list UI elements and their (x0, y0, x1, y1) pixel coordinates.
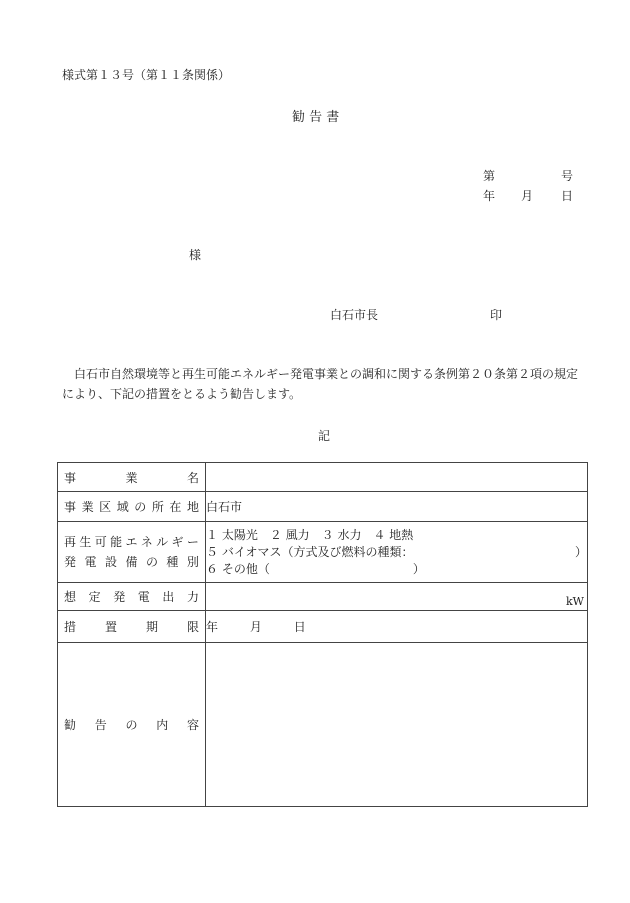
label-location: 事 業 区 域 の 所 在 地 (58, 492, 206, 522)
label-content: 勧 告 の 内 容 (58, 643, 206, 807)
row-content (58, 643, 588, 807)
value-business-name[interactable] (206, 463, 588, 492)
value-energy-type[interactable] (206, 522, 588, 583)
row-energy-type (58, 522, 588, 583)
deadline-year: 年 (206, 620, 219, 634)
row-deadline (58, 611, 588, 643)
energy-option-line-2: ５ バイオマス（方式及び燃料の種類： ） (206, 544, 587, 559)
label-business-name: 事 業 名 (58, 463, 206, 492)
energy-option-line-3: ６ その他（ ） (206, 561, 425, 576)
value-output[interactable] (206, 583, 588, 611)
body-text: 白石市自然環境等と再生可能エネルギー発電事業との調和に関する条例第２０条第２項の規定により、下記の措置をとるよう勧告します。 (62, 367, 579, 401)
recipient-suffix: 様 (189, 248, 202, 262)
value-content[interactable] (206, 643, 588, 807)
deadline-day: 日 (293, 620, 306, 634)
energy-option-line-1: １ 太陽光 ２ 風力 ３ 水力 ４ 地熱 (206, 527, 414, 542)
deadline-month: 月 (249, 620, 262, 634)
row-business-name (58, 463, 588, 492)
doc-number-suffix: 号 (561, 169, 574, 183)
recommendation-table (57, 462, 588, 807)
seal-mark: 印 (490, 308, 503, 322)
issuer: 白石市長 (330, 308, 379, 322)
form-number: 様式第１３号（第１１条関係） (62, 68, 231, 82)
date-year: 年 (483, 189, 496, 203)
doc-number-prefix: 第 (483, 169, 496, 183)
value-location[interactable]: 白石市 (206, 492, 588, 522)
date-month: 月 (521, 189, 534, 203)
label-deadline: 措 置 期 限 (58, 611, 206, 643)
row-output (58, 583, 588, 611)
label-output: 想 定 発 電 出 力 (58, 583, 206, 611)
label-energy-type: 再 生 可 能 エ ネ ル ギ ー 発 電 設 備 の 種 別 (58, 522, 206, 583)
document-title: 勧 告 書 (292, 110, 340, 125)
value-deadline[interactable] (206, 611, 588, 643)
ki-heading: 記 (318, 429, 331, 443)
kw-unit: kW (566, 595, 584, 608)
row-location (58, 492, 588, 522)
date-day: 日 (561, 189, 574, 203)
